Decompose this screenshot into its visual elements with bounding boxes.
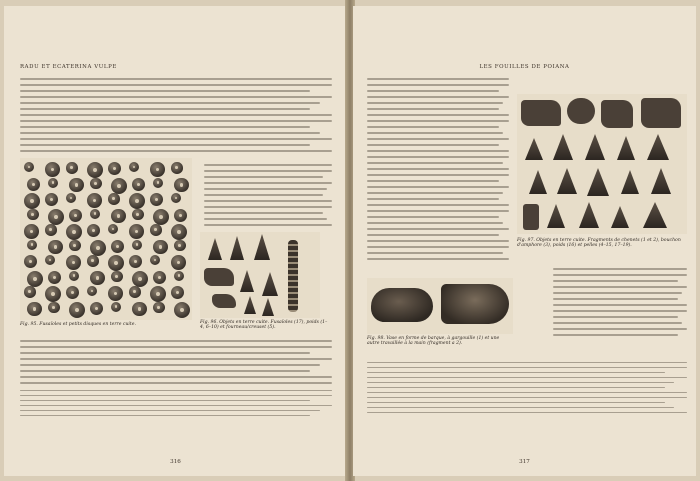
spindle-whorl xyxy=(153,271,166,284)
spindle-whorl xyxy=(48,240,63,255)
spindle-whorl xyxy=(27,209,39,221)
spindle-whorl xyxy=(174,302,190,318)
spindle-whorl xyxy=(90,240,106,256)
spindle-whorl xyxy=(108,162,121,175)
fig98-plate xyxy=(367,278,513,334)
spindle-whorl xyxy=(45,286,61,302)
running-head-right: LES FOUILLES DE POIANA xyxy=(479,64,570,70)
spindle-whorl xyxy=(129,286,141,298)
spindle-whorl xyxy=(48,302,60,314)
spindle-whorl xyxy=(132,302,147,317)
left-page xyxy=(4,6,347,476)
spindle-whorl xyxy=(153,178,163,188)
spindle-whorl xyxy=(69,209,82,222)
spindle-whorl xyxy=(129,224,144,239)
spindle-whorl xyxy=(150,224,162,236)
spindle-whorl xyxy=(153,240,168,255)
spindle-whorl xyxy=(87,255,99,267)
spindle-whorl xyxy=(132,178,145,191)
spindle-whorl xyxy=(24,224,39,239)
fig98-caption: Fig. 98. Vase en forme de barque, à gargouille (1) et une autre travaillée à la main (fragment a 2). xyxy=(367,336,500,347)
spindle-whorl xyxy=(27,240,37,250)
spindle-whorl xyxy=(69,271,79,281)
spindle-whorl xyxy=(69,178,84,193)
fig95-plate xyxy=(20,158,192,320)
right-page xyxy=(353,6,696,476)
spindle-whorl xyxy=(90,209,100,219)
spindle-whorl xyxy=(153,209,169,225)
fig96-plate xyxy=(200,232,320,318)
spindle-whorl xyxy=(111,209,126,224)
right-footnotes xyxy=(367,362,687,422)
spindle-whorl xyxy=(87,286,97,296)
spindle-whorl xyxy=(69,302,85,318)
spindle-whorl xyxy=(69,240,81,252)
spindle-whorl xyxy=(132,240,142,250)
spindle-whorl xyxy=(150,193,163,206)
spindle-whorl xyxy=(111,178,127,194)
fig97-plate xyxy=(517,94,687,234)
spindle-whorl xyxy=(24,162,34,172)
spindle-whorl xyxy=(27,271,43,287)
spindle-whorl xyxy=(132,209,144,221)
fig95-caption: Fig. 95. Fusaïoles et petits disques en terre cuite. xyxy=(20,322,136,327)
spindle-whorl xyxy=(108,224,118,234)
fig97-caption: Fig. 97. Objets en terre cuite. Fragments de chenets (1 et 2), bouchon d'amphore (3), poids (16) et pelles (4–15, 17–19). xyxy=(517,238,681,249)
spindle-whorl xyxy=(153,302,165,314)
spindle-whorl xyxy=(171,162,183,174)
spindle-whorl xyxy=(174,178,189,193)
left-footnotes xyxy=(20,390,332,430)
spindle-whorl xyxy=(111,240,124,253)
spindle-whorl xyxy=(66,224,82,240)
spindle-whorl xyxy=(27,302,42,317)
left-top-text xyxy=(20,78,332,158)
spindle-whorl xyxy=(174,240,186,252)
spindle-whorl xyxy=(108,193,120,205)
spindle-whorl xyxy=(150,255,160,265)
spindle-whorl xyxy=(45,193,58,206)
spindle-whorl xyxy=(90,178,102,190)
spindle-whorl xyxy=(129,162,139,172)
spindle-whorl xyxy=(171,286,184,299)
spindle-whorl xyxy=(87,224,100,237)
spindle-whorl xyxy=(174,209,187,222)
spindle-whorl xyxy=(27,178,40,191)
spindle-whorl xyxy=(171,255,186,270)
running-head-left: RADU ET ECATERINA VULPE xyxy=(20,64,117,70)
spindle-whorl xyxy=(48,209,64,225)
spindle-whorl xyxy=(171,193,181,203)
spindle-whorl xyxy=(66,162,78,174)
spindle-whorl xyxy=(174,271,184,281)
spindle-whorl xyxy=(108,286,123,301)
spindle-whorl xyxy=(111,302,121,312)
spindle-whorl xyxy=(90,302,103,315)
spindle-whorl xyxy=(24,255,37,268)
spindle-whorl xyxy=(111,271,123,283)
spindle-whorl xyxy=(66,255,81,270)
right-side-text xyxy=(553,268,687,348)
spindle-whorl xyxy=(150,162,165,177)
left-side-text xyxy=(204,164,332,224)
spindle-whorl xyxy=(45,162,60,177)
spindle-whorl xyxy=(90,271,105,286)
folio-right: 317 xyxy=(519,459,530,465)
fig96-caption: Fig. 96. Objets en terre cuite. Fusaïoles (17), poids (1–4, 6–10) et fourneau/creuset (5). xyxy=(200,320,328,331)
folio-left: 316 xyxy=(170,459,181,465)
spindle-whorl xyxy=(150,286,166,302)
spindle-whorl xyxy=(171,224,187,240)
spindle-whorl xyxy=(24,193,40,209)
spindle-whorl xyxy=(129,193,145,209)
spindle-whorl xyxy=(48,178,58,188)
spindle-whorl xyxy=(132,271,148,287)
spindle-whorl xyxy=(108,255,124,271)
spindle-whorl xyxy=(24,286,36,298)
right-left-text xyxy=(367,78,509,278)
spindle-whorl xyxy=(45,255,55,265)
spindle-whorl xyxy=(66,193,76,203)
spindle-whorl xyxy=(87,162,103,178)
spindle-whorl xyxy=(48,271,61,284)
spindle-whorl xyxy=(129,255,142,268)
spindle-whorl xyxy=(45,224,57,236)
spindle-whorl xyxy=(87,193,102,208)
spindle-whorl xyxy=(66,286,79,299)
